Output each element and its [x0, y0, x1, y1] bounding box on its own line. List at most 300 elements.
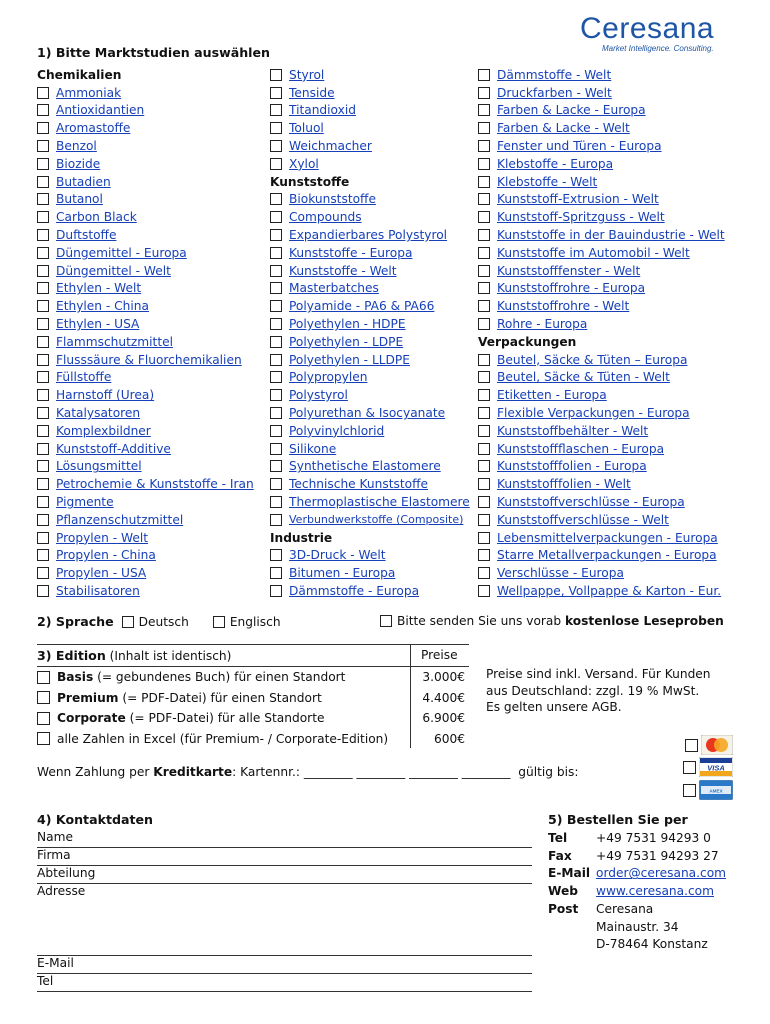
- edition-description: (= PDF-Datei) für alle Standorte: [125, 711, 325, 726]
- study-checkbox[interactable]: [270, 443, 282, 455]
- option-englisch-label: Englisch: [229, 614, 281, 629]
- study-link[interactable]: Benzol: [56, 139, 97, 154]
- order-info: [548, 830, 748, 954]
- logo-name: Ceresana: [580, 12, 715, 45]
- study-link[interactable]: Biokunststoffe: [289, 192, 376, 207]
- study-checkbox[interactable]: [478, 585, 490, 597]
- study-checkbox[interactable]: [478, 567, 490, 579]
- study-link[interactable]: Silikone: [289, 441, 337, 456]
- study-link[interactable]: Kunststofffolien - Europa: [497, 459, 647, 474]
- study-checkbox[interactable]: [270, 300, 282, 312]
- study-link[interactable]: Kunststoffe in der Bauindustrie - Welt: [497, 228, 725, 243]
- study-checkbox[interactable]: [270, 140, 282, 152]
- firma-field[interactable]: [37, 848, 532, 866]
- study-checkbox[interactable]: [270, 193, 282, 205]
- study-link[interactable]: Masterbatches: [289, 281, 379, 296]
- study-link[interactable]: Polyurethan & Isocyanate: [289, 406, 446, 421]
- study-link[interactable]: Pflanzenschutzmittel: [56, 512, 184, 527]
- study-item[interactable]: [270, 547, 470, 565]
- study-item[interactable]: [37, 529, 254, 547]
- study-checkbox[interactable]: [37, 496, 49, 508]
- study-link[interactable]: Kunststofffenster - Welt: [497, 263, 641, 278]
- study-link[interactable]: Bitumen - Europa: [289, 566, 396, 581]
- study-checkbox[interactable]: [270, 247, 282, 259]
- study-checkbox[interactable]: [478, 193, 490, 205]
- study-item[interactable]: [37, 119, 254, 137]
- study-checkbox[interactable]: [270, 104, 282, 116]
- study-link[interactable]: Düngemittel - Europa: [56, 245, 187, 260]
- study-checkbox[interactable]: [37, 300, 49, 312]
- study-checkbox[interactable]: [37, 389, 49, 401]
- study-link[interactable]: Butadien: [56, 174, 111, 189]
- study-item[interactable]: [37, 333, 254, 351]
- checkbox-samples[interactable]: [380, 615, 392, 627]
- study-item[interactable]: [478, 191, 725, 209]
- study-link[interactable]: Stabilisatoren: [56, 584, 140, 598]
- study-item[interactable]: [270, 458, 470, 476]
- study-item[interactable]: [478, 547, 725, 565]
- order-post-name: Ceresana: [596, 901, 654, 916]
- edition-option[interactable]: [37, 708, 469, 729]
- study-checkbox[interactable]: [270, 478, 282, 490]
- sample-text: Bitte senden Sie uns vorab: [397, 614, 566, 628]
- study-item[interactable]: [37, 458, 254, 476]
- study-checkbox[interactable]: [37, 282, 49, 294]
- study-item[interactable]: [478, 280, 725, 298]
- study-item[interactable]: [37, 493, 254, 511]
- study-item[interactable]: [270, 155, 470, 173]
- study-checkbox[interactable]: [37, 585, 49, 597]
- study-checkbox[interactable]: [270, 211, 282, 223]
- study-item[interactable]: [478, 351, 725, 369]
- study-link[interactable]: Titandioxid: [289, 103, 356, 118]
- study-link[interactable]: Propylen - China: [56, 548, 156, 563]
- study-link[interactable]: Polyethylen - HDPE: [289, 317, 406, 332]
- study-item[interactable]: [478, 84, 725, 102]
- study-link[interactable]: Petrochemie & Kunststoffe - Iran: [56, 477, 254, 492]
- study-checkbox[interactable]: [270, 158, 282, 170]
- study-item[interactable]: [37, 244, 254, 262]
- study-item[interactable]: [478, 315, 725, 333]
- study-item[interactable]: [478, 386, 725, 404]
- study-checkbox[interactable]: [37, 265, 49, 277]
- study-link[interactable]: Polyvinylchlorid: [289, 423, 385, 438]
- study-link[interactable]: Expandierbares Polystyrol: [289, 228, 448, 243]
- study-link[interactable]: Rohre - Europa: [497, 317, 588, 332]
- study-link[interactable]: Ethylen - Welt: [56, 281, 142, 296]
- study-item[interactable]: [270, 84, 470, 102]
- edition-checkbox[interactable]: [37, 671, 50, 684]
- study-link[interactable]: Carbon Black: [56, 210, 137, 225]
- study-checkbox[interactable]: [478, 425, 490, 437]
- study-link[interactable]: Kunststoffverschlüsse - Europa: [497, 495, 685, 510]
- study-link[interactable]: Ethylen - China: [56, 299, 149, 314]
- checkbox-amex[interactable]: [683, 784, 696, 797]
- study-item[interactable]: [37, 137, 254, 155]
- study-checkbox[interactable]: [478, 354, 490, 366]
- study-checkbox[interactable]: [478, 532, 490, 544]
- study-checkbox[interactable]: [478, 389, 490, 401]
- study-checkbox[interactable]: [37, 193, 49, 205]
- study-checkbox[interactable]: [478, 104, 490, 116]
- study-item[interactable]: [478, 369, 725, 387]
- study-link[interactable]: Katalysatoren: [56, 406, 141, 421]
- study-checkbox[interactable]: [478, 247, 490, 259]
- study-item[interactable]: [478, 173, 725, 191]
- adresse-field[interactable]: [37, 884, 532, 955]
- study-link[interactable]: Polypropylen: [289, 370, 368, 385]
- study-link[interactable]: Propylen - USA: [56, 566, 147, 581]
- study-link[interactable]: Lebensmittelverpackungen - Europa: [497, 530, 718, 545]
- study-item[interactable]: [270, 280, 470, 298]
- study-checkbox[interactable]: [478, 460, 490, 472]
- study-item[interactable]: [270, 582, 470, 600]
- study-item[interactable]: [37, 369, 254, 387]
- study-link[interactable]: Kunststofffolien - Welt: [497, 477, 631, 492]
- study-link[interactable]: Tenside: [289, 85, 335, 100]
- study-checkbox[interactable]: [37, 140, 49, 152]
- mastercard-option: [685, 735, 733, 755]
- study-link[interactable]: Polyethylen - LLDPE: [289, 352, 410, 367]
- study-checkbox[interactable]: [478, 176, 490, 188]
- study-checkbox[interactable]: [37, 158, 49, 170]
- study-item[interactable]: [37, 155, 254, 173]
- study-item[interactable]: [270, 475, 470, 493]
- checkbox-deutsch[interactable]: [122, 616, 134, 628]
- study-link[interactable]: Kunststoffrohre - Welt: [497, 299, 630, 314]
- edition-description: alle Zahlen in Excel (für Premium- / Corporate-Edition): [57, 731, 389, 746]
- study-checkbox[interactable]: [478, 443, 490, 455]
- study-checkbox[interactable]: [270, 122, 282, 134]
- study-item[interactable]: [37, 475, 254, 493]
- study-link[interactable]: Kunststoffrohre - Europa: [497, 281, 646, 296]
- price-note: [486, 666, 711, 716]
- study-checkbox[interactable]: [270, 496, 282, 508]
- study-item[interactable]: [478, 244, 725, 262]
- study-item[interactable]: [37, 84, 254, 102]
- edition-checkbox[interactable]: [37, 712, 50, 725]
- order-email-label: E-Mail: [548, 866, 591, 881]
- study-link[interactable]: Polyamide - PA6 & PA66: [289, 299, 435, 314]
- study-item[interactable]: [478, 66, 725, 84]
- study-item[interactable]: [37, 173, 254, 191]
- study-item[interactable]: [270, 102, 470, 120]
- study-item[interactable]: [270, 351, 470, 369]
- price-header: Preise: [421, 648, 458, 662]
- study-checkbox[interactable]: [270, 87, 282, 99]
- edition-option[interactable]: [37, 667, 469, 688]
- study-link[interactable]: Polystyrol: [289, 388, 348, 403]
- study-link[interactable]: Kunststoffe - Welt: [289, 263, 397, 278]
- study-item[interactable]: [270, 119, 470, 137]
- study-link[interactable]: Kunststoff-Additive: [56, 441, 171, 456]
- study-item[interactable]: [37, 582, 254, 600]
- study-link[interactable]: 3D-Druck - Welt: [289, 548, 386, 563]
- study-checkbox[interactable]: [270, 265, 282, 277]
- study-item[interactable]: [270, 564, 470, 582]
- study-checkbox[interactable]: [478, 140, 490, 152]
- study-checkbox[interactable]: [270, 282, 282, 294]
- study-item[interactable]: [478, 119, 725, 137]
- study-item[interactable]: [478, 458, 725, 476]
- edition-checkbox[interactable]: [37, 732, 50, 745]
- study-checkbox[interactable]: [478, 158, 490, 170]
- study-checkbox[interactable]: [478, 87, 490, 99]
- study-link[interactable]: Füllstoffe: [56, 370, 112, 385]
- study-item[interactable]: [37, 297, 254, 315]
- study-item[interactable]: [478, 297, 725, 315]
- study-link[interactable]: Ethylen - USA: [56, 317, 140, 332]
- study-checkbox[interactable]: [478, 265, 490, 277]
- edition-price: 6.900€: [422, 711, 465, 726]
- study-item[interactable]: [270, 226, 470, 244]
- study-checkbox[interactable]: [270, 354, 282, 366]
- svg-text:VISA: VISA: [707, 763, 725, 773]
- study-checkbox[interactable]: [37, 176, 49, 188]
- study-link[interactable]: Kunststoffverschlüsse - Welt: [497, 512, 669, 527]
- edition-option[interactable]: [37, 729, 469, 750]
- study-checkbox[interactable]: [478, 229, 490, 241]
- checkbox-mastercard[interactable]: [685, 739, 698, 752]
- study-link[interactable]: Düngemittel - Welt: [56, 263, 171, 278]
- study-item[interactable]: [37, 386, 254, 404]
- study-link[interactable]: Fenster und Türen - Europa: [497, 139, 662, 154]
- study-link[interactable]: Lösungsmittel: [56, 459, 142, 474]
- study-checkbox[interactable]: [270, 549, 282, 561]
- study-link[interactable]: Verbundwerkstoffe (Composite): [289, 513, 464, 527]
- study-checkbox[interactable]: [37, 425, 49, 437]
- study-link[interactable]: Verschlüsse - Europa: [497, 566, 624, 581]
- study-link[interactable]: Pigmente: [56, 495, 114, 510]
- name-field[interactable]: [37, 830, 532, 848]
- study-item[interactable]: [270, 440, 470, 458]
- study-checkbox[interactable]: [37, 229, 49, 241]
- study-link[interactable]: Xylol: [289, 156, 319, 171]
- study-checkbox[interactable]: [270, 585, 282, 597]
- study-item[interactable]: [478, 102, 725, 120]
- study-checkbox[interactable]: [478, 478, 490, 490]
- study-checkbox[interactable]: [478, 549, 490, 561]
- study-item[interactable]: [270, 244, 470, 262]
- study-checkbox[interactable]: [37, 104, 49, 116]
- study-checkbox[interactable]: [270, 425, 282, 437]
- study-checkbox[interactable]: [37, 532, 49, 544]
- study-item[interactable]: [37, 422, 254, 440]
- study-link[interactable]: Druckfarben - Welt: [497, 85, 612, 100]
- study-item[interactable]: [478, 564, 725, 582]
- study-item[interactable]: [37, 208, 254, 226]
- study-checkbox[interactable]: [37, 443, 49, 455]
- edition-checkbox[interactable]: [37, 691, 50, 704]
- study-checkbox[interactable]: [270, 389, 282, 401]
- study-link[interactable]: Harnstoff (Urea): [56, 388, 155, 403]
- study-link[interactable]: Toluol: [289, 121, 324, 136]
- study-item[interactable]: [478, 422, 725, 440]
- study-link[interactable]: Propylen - Welt: [56, 530, 149, 545]
- study-item[interactable]: [37, 102, 254, 120]
- email-field[interactable]: [37, 955, 532, 974]
- study-checkbox[interactable]: [270, 567, 282, 579]
- study-link[interactable]: Beutel, Säcke & Tüten – Europa: [497, 352, 688, 367]
- study-checkbox[interactable]: [270, 460, 282, 472]
- study-item[interactable]: [478, 511, 725, 529]
- study-checkbox[interactable]: [478, 282, 490, 294]
- study-item[interactable]: [478, 208, 725, 226]
- study-link[interactable]: Beutel, Säcke & Tüten - Welt: [497, 370, 670, 385]
- study-checkbox[interactable]: [37, 122, 49, 134]
- study-item[interactable]: [270, 66, 470, 84]
- study-item[interactable]: [37, 511, 254, 529]
- abteilung-field[interactable]: [37, 866, 532, 884]
- study-link[interactable]: Farben & Lacke - Welt: [497, 121, 630, 136]
- study-link[interactable]: Duftstoffe: [56, 228, 117, 243]
- study-checkbox[interactable]: [478, 371, 490, 383]
- sample-request: [380, 614, 724, 628]
- tel-field[interactable]: [37, 974, 532, 992]
- study-checkbox[interactable]: [270, 318, 282, 330]
- study-link[interactable]: Styrol: [289, 67, 325, 82]
- checkbox-englisch[interactable]: [213, 616, 225, 628]
- study-link[interactable]: Weichmacher: [289, 139, 372, 154]
- study-link[interactable]: Compounds: [289, 210, 362, 225]
- study-item[interactable]: [478, 440, 725, 458]
- study-item[interactable]: [478, 475, 725, 493]
- order-post-street: Mainaustr. 34: [596, 919, 679, 934]
- card-number-field[interactable]: : Kartennr.: ________ ________ ________ ________ gültig bis:: [232, 765, 579, 779]
- study-item[interactable]: [270, 191, 470, 209]
- study-checkbox[interactable]: [478, 318, 490, 330]
- study-link[interactable]: Kunststoffe - Europa: [289, 245, 413, 260]
- study-checkbox[interactable]: [270, 407, 282, 419]
- study-checkbox[interactable]: [478, 407, 490, 419]
- study-item[interactable]: [270, 137, 470, 155]
- order-email-link[interactable]: order@ceresana.com: [596, 866, 727, 881]
- study-checkbox[interactable]: [270, 336, 282, 348]
- study-item[interactable]: [270, 404, 470, 422]
- study-checkbox[interactable]: [37, 318, 49, 330]
- study-checkbox[interactable]: [37, 371, 49, 383]
- study-item[interactable]: [478, 137, 725, 155]
- study-link[interactable]: Polyethylen - LDPE: [289, 334, 404, 349]
- edition-option[interactable]: [37, 688, 469, 709]
- study-item[interactable]: [478, 493, 725, 511]
- study-item[interactable]: [270, 511, 470, 529]
- study-link[interactable]: Thermoplastische Elastomere: [289, 495, 470, 510]
- study-item[interactable]: [37, 440, 254, 458]
- study-item[interactable]: [270, 386, 470, 404]
- study-link[interactable]: Flusssäure & Fluorchemikalien: [56, 352, 242, 367]
- study-link[interactable]: Technische Kunststoffe: [289, 477, 428, 492]
- study-link[interactable]: Klebstoffe - Welt: [497, 174, 598, 189]
- study-item[interactable]: [270, 262, 470, 280]
- study-item[interactable]: [37, 315, 254, 333]
- study-checkbox[interactable]: [478, 122, 490, 134]
- study-link[interactable]: Dämmstoffe - Europa: [289, 584, 420, 598]
- study-link[interactable]: Kunststoffe im Automobil - Welt: [497, 245, 690, 260]
- edition-name: Basis: [57, 670, 94, 685]
- study-link[interactable]: Biozide: [56, 156, 101, 171]
- study-item[interactable]: [37, 262, 254, 280]
- study-item[interactable]: [270, 493, 470, 511]
- study-link[interactable]: Starre Metallverpackungen - Europa: [497, 548, 717, 563]
- study-link[interactable]: Butanol: [56, 192, 103, 207]
- study-checkbox[interactable]: [478, 496, 490, 508]
- study-link[interactable]: Aromastoffe: [56, 121, 131, 136]
- study-checkbox[interactable]: [478, 514, 490, 526]
- study-item[interactable]: [270, 369, 470, 387]
- study-item[interactable]: [270, 297, 470, 315]
- study-checkbox[interactable]: [270, 371, 282, 383]
- study-checkbox[interactable]: [37, 87, 49, 99]
- study-link[interactable]: Etiketten - Europa: [497, 388, 607, 403]
- study-link[interactable]: Flexible Verpackungen - Europa: [497, 406, 690, 421]
- study-item[interactable]: [37, 280, 254, 298]
- study-checkbox[interactable]: [37, 549, 49, 561]
- study-item[interactable]: [37, 564, 254, 582]
- study-link[interactable]: Synthetische Elastomere: [289, 459, 441, 474]
- study-link[interactable]: Komplexbildner: [56, 423, 151, 438]
- study-checkbox[interactable]: [37, 514, 49, 526]
- study-link[interactable]: Klebstoffe - Europa: [497, 156, 614, 171]
- study-link[interactable]: Kunststoffbehälter - Welt: [497, 423, 649, 438]
- study-item[interactable]: [270, 422, 470, 440]
- study-item[interactable]: [478, 404, 725, 422]
- study-checkbox[interactable]: [37, 211, 49, 223]
- order-fax-label: Fax: [548, 848, 572, 863]
- study-link[interactable]: Flammschutzmittel: [56, 334, 173, 349]
- study-item[interactable]: [37, 351, 254, 369]
- study-link[interactable]: Kunststoff-Spritzguss - Welt: [497, 210, 665, 225]
- study-item[interactable]: [270, 315, 470, 333]
- study-item[interactable]: [37, 404, 254, 422]
- category-heading: [270, 173, 470, 191]
- study-item[interactable]: [37, 547, 254, 565]
- study-checkbox[interactable]: [478, 300, 490, 312]
- study-checkbox[interactable]: [37, 460, 49, 472]
- study-link[interactable]: Farben & Lacke - Europa: [497, 103, 646, 118]
- study-link[interactable]: Ammoniak: [56, 85, 122, 100]
- study-checkbox[interactable]: [478, 211, 490, 223]
- study-item[interactable]: [478, 529, 725, 547]
- study-checkbox[interactable]: [37, 407, 49, 419]
- study-item[interactable]: [478, 226, 725, 244]
- study-item[interactable]: [37, 226, 254, 244]
- study-checkbox[interactable]: [37, 354, 49, 366]
- study-link[interactable]: Wellpappe, Vollpappe & Karton - Eur.: [497, 584, 722, 598]
- study-item[interactable]: [37, 191, 254, 209]
- study-checkbox[interactable]: [37, 567, 49, 579]
- study-item[interactable]: [270, 208, 470, 226]
- study-checkbox[interactable]: [270, 229, 282, 241]
- study-link[interactable]: Antioxidantien: [56, 103, 145, 118]
- study-checkbox[interactable]: [37, 247, 49, 259]
- study-checkbox[interactable]: [37, 478, 49, 490]
- study-item[interactable]: [478, 262, 725, 280]
- study-link[interactable]: Kunststoff-Extrusion - Welt: [497, 192, 659, 207]
- order-web-link[interactable]: www.ceresana.com: [596, 884, 715, 899]
- study-link[interactable]: Kunststoffflaschen - Europa: [497, 441, 665, 456]
- study-item[interactable]: [270, 333, 470, 351]
- study-item[interactable]: [478, 582, 725, 600]
- study-checkbox[interactable]: [478, 69, 490, 81]
- study-checkbox[interactable]: [37, 336, 49, 348]
- study-checkbox[interactable]: [270, 69, 282, 81]
- study-link[interactable]: Dämmstoffe - Welt: [497, 67, 612, 82]
- study-item[interactable]: [478, 155, 725, 173]
- checkbox-visa[interactable]: [683, 761, 696, 774]
- edition-price: 600€: [433, 731, 465, 746]
- study-checkbox[interactable]: [270, 514, 282, 526]
